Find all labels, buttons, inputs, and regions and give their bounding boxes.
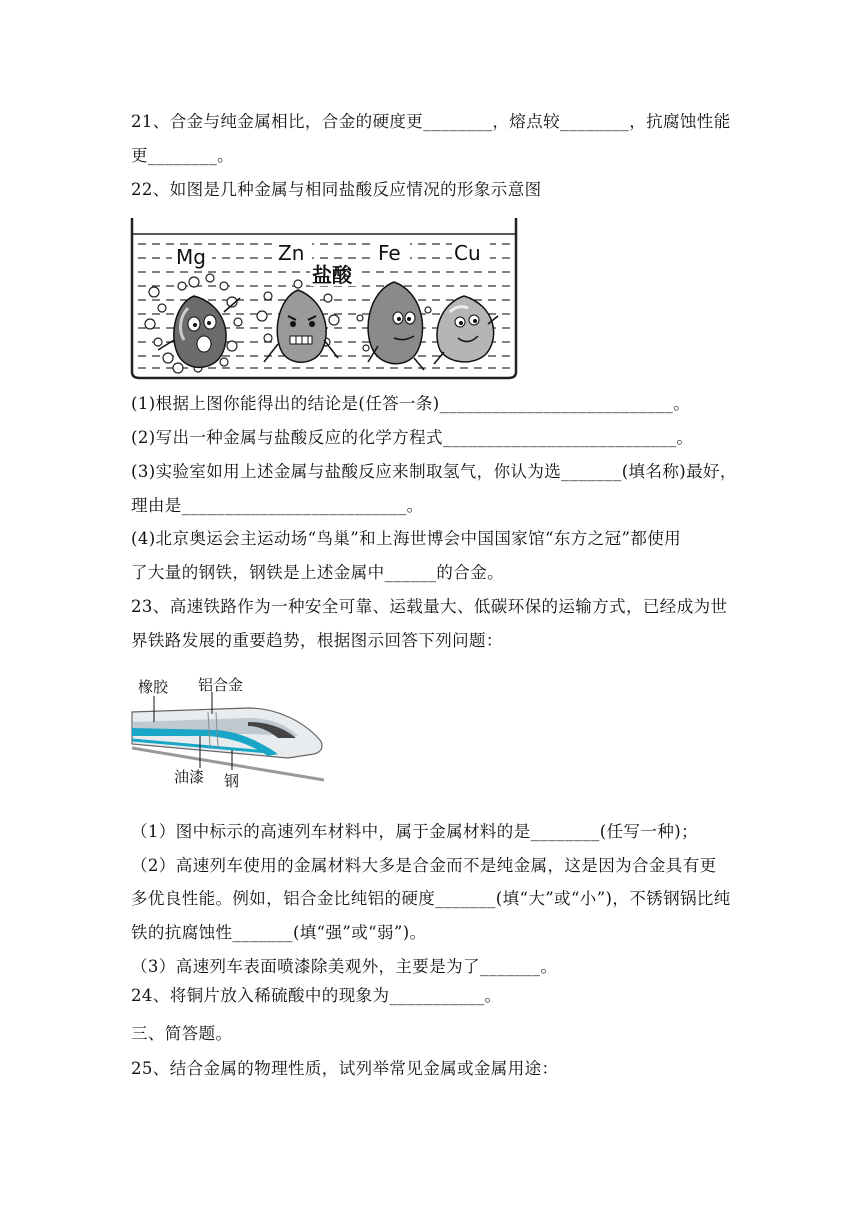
- q25-text: 25、结合金属的物理性质，试列举常见金属或金属用途：: [131, 1059, 559, 1078]
- q23-p2-line1: （2）高速列车使用的金属材料大多是合金而不是纯金属，这是因为合金具有更: [131, 856, 717, 875]
- q22-p1: (1)根据上图你能得出的结论是(任答一条)___________________________。: [131, 394, 691, 413]
- q21-line2: 更________。: [131, 146, 234, 165]
- train-body: [132, 708, 322, 758]
- q23-p1: （1）图中标示的高速列车材料中，属于金属材料的是________(任写一种)；: [131, 822, 698, 841]
- zn-character: [257, 280, 339, 362]
- q22-p3-line2: 理由是__________________________。: [131, 496, 424, 515]
- q24-text: 24、将铜片放入稀硫酸中的现象为___________。: [131, 986, 502, 1005]
- q23-p3: （3）高速列车表面喷漆除美观外，主要是为了_______。: [131, 957, 558, 976]
- q23-line1: 23、高速铁路作为一种安全可靠、运载量大、低碳环保的运输方式，已经成为世: [131, 597, 728, 616]
- label-hcl: 盐酸: [312, 263, 352, 287]
- label-mg: Mg: [176, 245, 206, 269]
- q21-line1: 21、合金与纯金属相比，合金的硬度更________，熔点较________，抗腐蚀性能: [131, 112, 731, 131]
- mg-character: [145, 274, 242, 373]
- label-paint: 油漆: [174, 768, 205, 786]
- section3-title: 三、简答题。: [131, 1024, 233, 1043]
- label-fe: Fe: [378, 241, 401, 265]
- q22-p3-line1: (3)实验室如用上述金属与盐酸反应来制取氢气，你认为选_______(填名称)最好，: [131, 462, 737, 481]
- label-rubber: 橡胶: [138, 678, 169, 696]
- fe-character: [357, 282, 431, 370]
- q22-p4-line2: 了大量的钢铁，钢铁是上述金属中______的合金。: [131, 563, 504, 582]
- q22-intro: 22、如图是几种金属与相同盐酸反应情况的形象示意图: [131, 180, 542, 199]
- cu-character: [434, 296, 498, 364]
- label-cu: Cu: [454, 241, 481, 265]
- label-zn: Zn: [278, 241, 305, 265]
- q22-p4-line1: (4)北京奥运会主运动场“鸟巢”和上海世博会中国国家馆“东方之冠”都使用: [131, 529, 682, 548]
- q22-p2: (2)写出一种金属与盐酸反应的化学方程式___________________________。: [131, 428, 694, 447]
- high-speed-train-figure: [128, 670, 328, 794]
- label-aluminum-alloy: 铝合金: [198, 676, 244, 694]
- q23-p2-line3: 铁的抗腐蚀性_______(填“强”或“弱”)。: [131, 923, 427, 942]
- q23-line2: 界铁路发展的重要趋势，根据图示回答下列问题：: [131, 631, 503, 650]
- metal-acid-beaker-figure: [128, 212, 520, 380]
- label-steel: 钢: [224, 772, 240, 790]
- q23-p2-line2: 多优良性能。例如，铝合金比纯铝的硬度_______(填“大”或“小”)，不锈钢锅比纯: [131, 889, 731, 908]
